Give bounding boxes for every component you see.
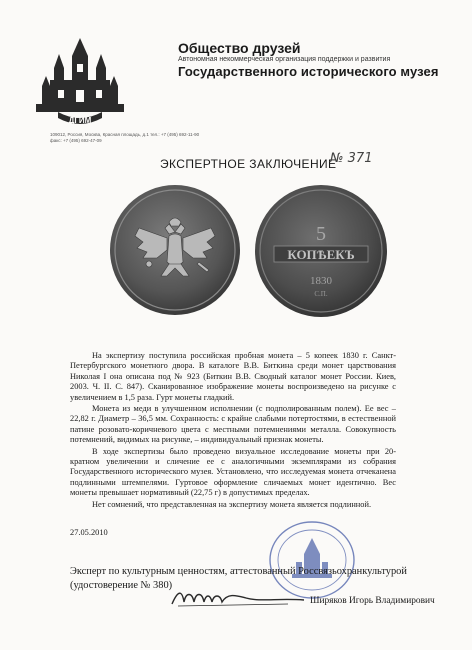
org-name-line2: Государственного исторического музея — [178, 64, 439, 79]
body-paragraph-1: На экспертизу поступила российская пробная монета – 5 копеек 1830 г. Санкт-Петербургского монетного двора. В каталоге В.В. Биткина среди монет царствования Николая I она описана под № 923 (Биткин В.В. Сводный каталог монет России. Киев, 2003. Ч. II. С. 847). Сканированное изображение монеты воспроизведено на рисунке с увеличением в 1,5 раза. Гурт монеты гладкий. — [70, 351, 396, 402]
coin-denomination-word: КОПѢЕКЪ — [287, 247, 355, 262]
coin-obverse-image — [109, 184, 241, 316]
body-paragraph-4: Нет сомнений, что представленная на экспертизу монета является подлинной. — [92, 499, 372, 509]
logo-text: ДГИМ — [68, 116, 92, 125]
coin-reverse-image — [254, 184, 388, 318]
org-contacts: 109012, Россия, Москва, Красная площадь, д.1 тел.: +7 (495) 692-11-90 факс: +7 (495) 692-47-09 — [50, 132, 200, 143]
coin-year: 1830 — [310, 275, 332, 287]
org-name-line1: Общество друзей — [178, 40, 301, 56]
document-title: ЭКСПЕРТНОЕ ЗАКЛЮЧЕНИЕ — [160, 157, 337, 171]
document-date: 27.05.2010 — [70, 528, 108, 537]
document-number: № 371 — [330, 151, 373, 166]
body-paragraph-2: Монета из меди в улучшенном исполнении (с подполированным полем). Ее вес – 22,82 г. Диаметр – 36,5 мм. Сохранность: с крайне слабыми потертостями, в естественной патине розовато-коричневого цвета с местными потемнениями металла. Совокупность потемнений, видимых на рисунке, – индивидуальный признак монеты. — [70, 404, 396, 445]
signer-name: Ширяков Игорь Владимирович — [310, 596, 435, 606]
org-subline: Автономная некоммерческая организация поддержки и развития — [178, 56, 391, 63]
expert-title-line: Эксперт по культурным ценностям, аттестованный Россвязьохранкультурой — [70, 566, 407, 577]
handwritten-signature-icon — [168, 584, 308, 612]
body-paragraph-3: В ходе экспертизы было проведено визуальное исследование монеты при 20-кратном увеличении и сличение ее с аналогичными экземплярами из собрания Государственного исторического музея. Установлено, что исследуемая монета отчеканена подлинными штемпелями. Гуртовое оформление сличаемых монет идентично. Вес монеты превышает нормативный (22,75 г) в допустимых пределах. — [70, 446, 396, 498]
expert-certificate-line: (удостоверение № 380) — [70, 580, 173, 591]
certificate-body — [70, 351, 396, 511]
coin-mint-mark: С.П. — [314, 290, 328, 298]
museum-logo-icon — [28, 34, 132, 130]
coin-denomination: 5 — [316, 223, 326, 245]
